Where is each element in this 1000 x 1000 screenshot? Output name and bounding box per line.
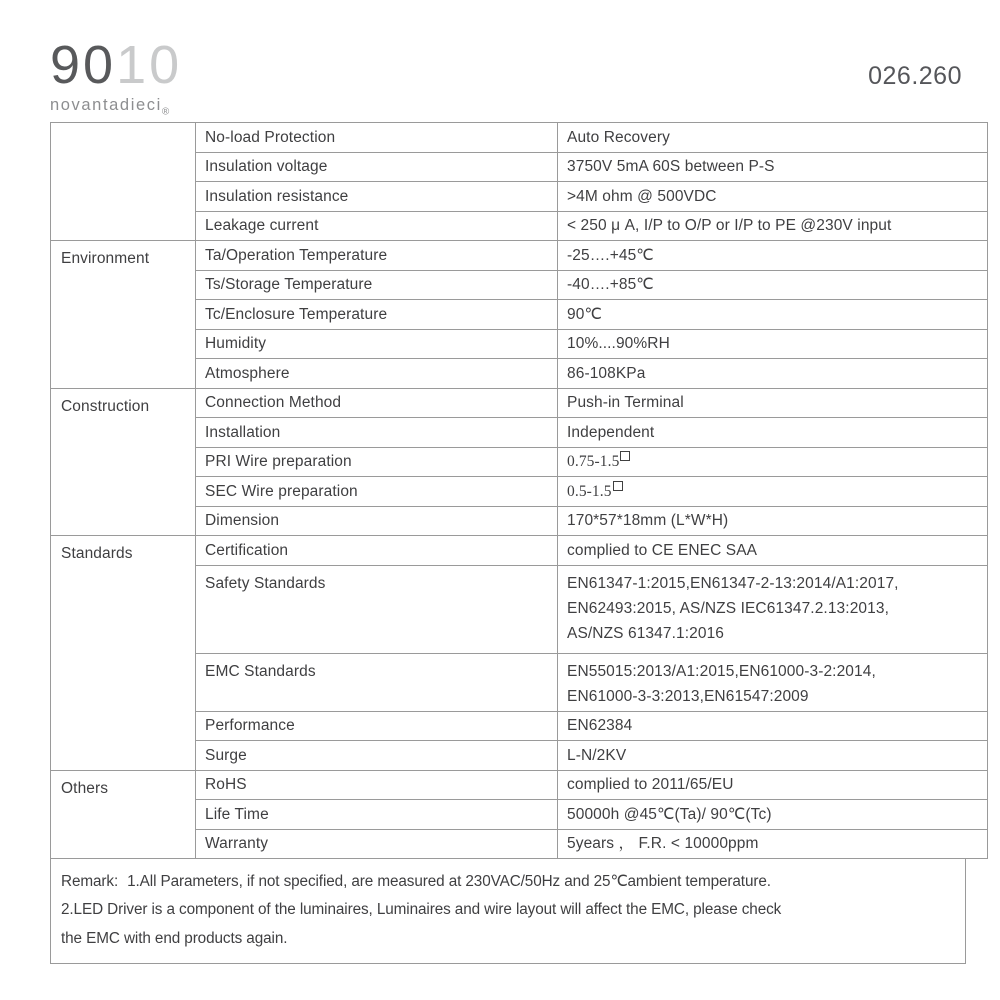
value-line: 86-108KPa [567, 364, 646, 382]
value-line: 0.75-1.5 [567, 449, 987, 474]
value-cell [558, 565, 988, 653]
value-cell [558, 359, 988, 389]
remark-box [50, 859, 966, 964]
missing-glyph-icon [620, 451, 630, 461]
value-line: >4M ohm @ 500VDC [567, 187, 717, 205]
parameter-cell: Surge [196, 741, 558, 771]
parameter-cell: Tc/Enclosure Temperature [196, 300, 558, 330]
parameter-cell: Leakage current [196, 211, 558, 241]
value-line: 90℃ [567, 305, 602, 323]
remark-text: 2.LED Driver is a component of the luminaires, Luminaires and wire layout will affect the EMC, please check [61, 901, 782, 919]
category-cell [51, 123, 196, 241]
category-cell: Construction [51, 388, 196, 536]
parameter-cell: Connection Method [196, 388, 558, 418]
parameter-cell: Humidity [196, 329, 558, 359]
remark-line [61, 896, 955, 924]
value-cell [558, 536, 988, 566]
brand-logo [50, 35, 330, 118]
value-cell [558, 241, 988, 271]
parameter-cell: Atmosphere [196, 359, 558, 389]
missing-glyph-icon [613, 481, 623, 491]
value-cell [558, 741, 988, 771]
value-line: AS/NZS 61347.1:2016 [567, 624, 725, 642]
value-line: Auto Recovery [567, 128, 670, 146]
remark-label: Remark: [61, 873, 119, 890]
table-row [51, 241, 988, 271]
value-cell [558, 829, 988, 859]
logo-digits-dark: 90 [50, 35, 117, 95]
category-cell: Standards [51, 536, 196, 771]
table-row [51, 770, 988, 800]
value-cell [558, 653, 988, 711]
table-row [51, 123, 988, 153]
specification-table [50, 122, 988, 859]
table-row [51, 388, 988, 418]
value-line: EN61000-3-3:2013,EN61547:2009 [567, 687, 809, 705]
parameter-cell: Insulation voltage [196, 152, 558, 182]
remark-text: 1.All Parameters, if not specified, are measured at 230VAC/50Hz and 25℃ambient temperature. [127, 873, 771, 890]
parameter-cell: Warranty [196, 829, 558, 859]
parameter-cell: Performance [196, 711, 558, 741]
value-cell [558, 770, 988, 800]
value-cell [558, 300, 988, 330]
value-cell [558, 270, 988, 300]
remark-line [61, 925, 955, 953]
value-line: Push-in Terminal [567, 394, 684, 412]
remark-text: the EMC with end products again. [61, 929, 288, 947]
value-line: -40….+85℃ [567, 276, 654, 294]
logo-digits [50, 35, 330, 95]
value-line: EN61347-1:2015,EN61347-2-13:2014/A1:2017, [567, 574, 899, 592]
value-line: -25….+45℃ [567, 246, 654, 264]
specification-table-body [51, 123, 988, 859]
value-cell [558, 182, 988, 212]
value-cell [558, 123, 988, 153]
value-line: 10%....90%RH [567, 335, 670, 353]
value-line: 5years ， F.R. < 10000ppm [567, 835, 759, 853]
category-cell: Others [51, 770, 196, 859]
parameter-cell: Installation [196, 418, 558, 448]
value-cell [558, 388, 988, 418]
value-cell [558, 418, 988, 448]
value-line: 0.5-1.5 [567, 479, 987, 504]
value-line: < 250 μ A, I/P to O/P or I/P to PE @230V input [567, 217, 892, 235]
value-cell [558, 477, 988, 507]
parameter-cell: Dimension [196, 506, 558, 536]
parameter-cell: Safety Standards [196, 565, 558, 653]
logo-wordmark [50, 96, 330, 117]
parameter-cell: Ts/Storage Temperature [196, 270, 558, 300]
parameter-cell: SEC Wire preparation [196, 477, 558, 507]
value-line: 50000h @45℃(Ta)/ 90℃(Tc) [567, 805, 772, 823]
value-line: L-N/2KV [567, 746, 627, 764]
parameter-cell: Certification [196, 536, 558, 566]
parameter-cell: Ta/Operation Temperature [196, 241, 558, 271]
logo-digits-light: 10 [116, 35, 183, 95]
table-row [51, 536, 988, 566]
parameter-cell: Insulation resistance [196, 182, 558, 212]
value-line: complied to CE ENEC SAA [567, 541, 758, 559]
remark-line [61, 868, 955, 896]
value-cell [558, 447, 988, 477]
category-cell: Environment [51, 241, 196, 389]
document-code: 026.260 [868, 62, 962, 90]
value-cell [558, 711, 988, 741]
page-header [0, 0, 1000, 118]
value-line: EN62493:2015, AS/NZS IEC61347.2.13:2013, [567, 599, 889, 617]
parameter-cell: PRI Wire preparation [196, 447, 558, 477]
value-cell [558, 329, 988, 359]
value-cell [558, 506, 988, 536]
value-line: 170*57*18mm (L*W*H) [567, 512, 729, 530]
value-line: 3750V 5mA 60S between P-S [567, 158, 775, 176]
parameter-cell: RoHS [196, 770, 558, 800]
value-cell [558, 211, 988, 241]
value-line: EN62384 [567, 717, 633, 735]
parameter-cell: EMC Standards [196, 653, 558, 711]
registered-trademark-icon: ® [161, 106, 170, 118]
value-cell [558, 152, 988, 182]
parameter-cell: Life Time [196, 800, 558, 830]
logo-wordmark-text: novantadieci [50, 96, 162, 114]
value-line: complied to 2011/65/EU [567, 776, 734, 794]
value-cell [558, 800, 988, 830]
value-line: Independent [567, 423, 655, 441]
value-line: EN55015:2013/A1:2015,EN61000-3-2:2014, [567, 662, 876, 680]
parameter-cell: No-load Protection [196, 123, 558, 153]
